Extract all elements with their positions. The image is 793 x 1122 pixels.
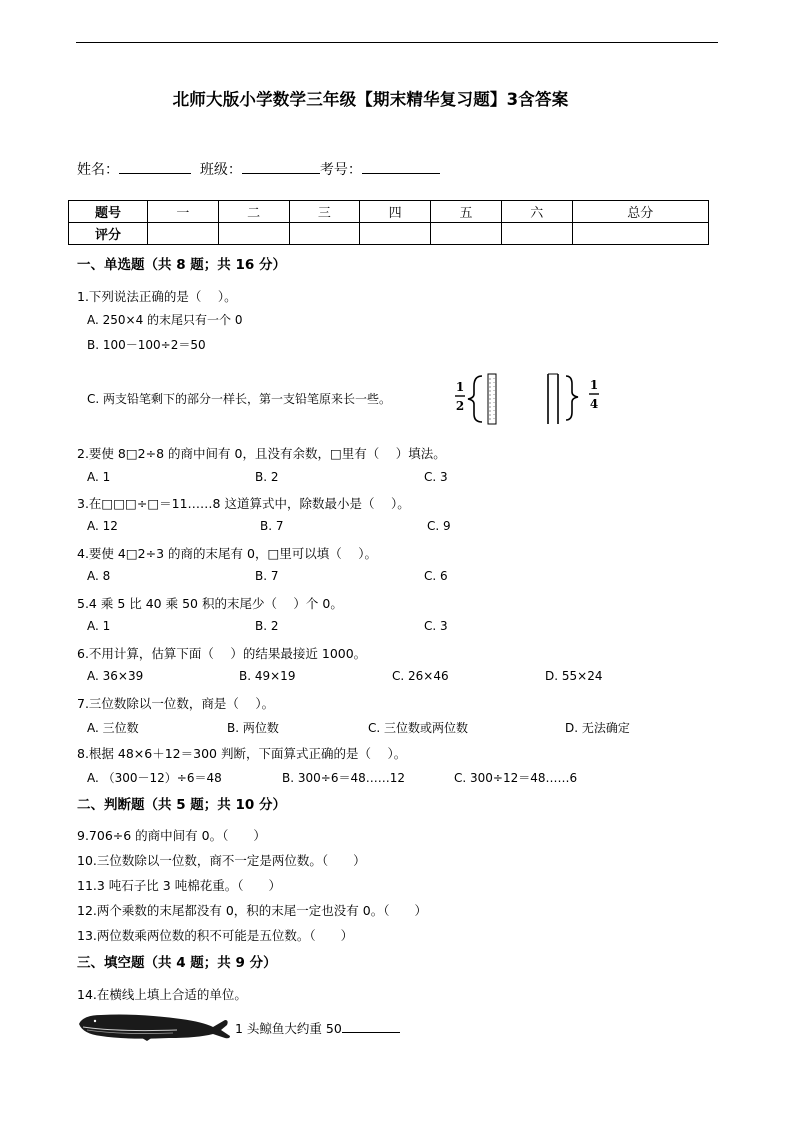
score-cell[interactable] xyxy=(431,223,502,245)
score-table xyxy=(68,200,709,245)
question-7-option-d[interactable]: D. 无法确定 xyxy=(565,721,630,735)
fraction-right-denominator: 4 xyxy=(589,397,599,411)
score-cell[interactable] xyxy=(289,223,360,245)
question-2-stem: 2.要使 8□2÷8 的商中间有 0，且没有余数，□里有（ ）填法。 xyxy=(77,446,446,461)
name-label: 姓名： xyxy=(77,162,119,178)
score-cell[interactable] xyxy=(501,223,572,245)
score-cell[interactable] xyxy=(572,223,708,245)
score-header-cell: 三 xyxy=(289,201,360,223)
question-5-option-a[interactable]: A. 1 xyxy=(87,619,111,633)
score-cell[interactable] xyxy=(148,223,219,245)
score-cell[interactable] xyxy=(218,223,289,245)
question-1-option-c[interactable]: C. 两支铅笔剩下的部分一样长，第一支铅笔原来长一些。 xyxy=(87,392,392,406)
question-11[interactable]: 11.3 吨石子比 3 吨棉花重。（ ） xyxy=(77,878,281,893)
score-header-cell: 二 xyxy=(218,201,289,223)
question-8-option-c[interactable]: C. 300÷12＝48……6 xyxy=(454,771,578,785)
question-1-option-a[interactable]: A. 250×4 的末尾只有一个 0 xyxy=(87,313,243,327)
question-14-stem: 14.在横线上填上合适的单位。 xyxy=(77,987,247,1002)
question-5-option-b[interactable]: B. 2 xyxy=(255,619,279,633)
exam-number-blank[interactable] xyxy=(362,158,440,174)
question-8-option-a[interactable]: A. （300－12）÷6＝48 xyxy=(87,771,222,785)
question-10[interactable]: 10.三位数除以一位数，商不一定是两位数。（ ） xyxy=(77,853,366,868)
question-3-option-a[interactable]: A. 12 xyxy=(87,519,118,533)
section-heading-fill-in: 三、填空题（共 4 题；共 9 分） xyxy=(77,955,277,971)
question-3-stem: 3.在□□□÷□＝11……8 这道算式中，除数最小是（ ）。 xyxy=(77,496,410,511)
class-label: 班级： xyxy=(199,162,242,178)
section-heading-true-false: 二、判断题（共 5 题；共 10 分） xyxy=(77,797,286,813)
page-title: 北师大版小学数学三年级【期末精华复习题】3含答案 xyxy=(172,90,569,109)
question-6-option-b[interactable]: B. 49×19 xyxy=(239,669,296,683)
question-4-option-c[interactable]: C. 6 xyxy=(424,569,448,583)
question-7-option-a[interactable]: A. 三位数 xyxy=(87,721,139,735)
first-pencil xyxy=(488,374,496,424)
question-8-option-b[interactable]: B. 300÷6＝48……12 xyxy=(282,771,405,785)
question-4-option-b[interactable]: B. 7 xyxy=(255,569,279,583)
fraction-right-numerator: 1 xyxy=(589,378,599,392)
score-row-label: 评分 xyxy=(69,223,148,245)
right-brace-icon xyxy=(566,376,578,420)
score-header-cell: 题号 xyxy=(69,201,148,223)
left-brace-icon xyxy=(468,376,482,422)
question-6-option-c[interactable]: C. 26×46 xyxy=(392,669,449,683)
score-table-score-row xyxy=(69,223,709,245)
fraction-left-numerator: 1 xyxy=(455,380,465,394)
score-table-header-row xyxy=(69,201,709,223)
question-14-text: 1 头鲸鱼大约重 50 xyxy=(235,1021,342,1036)
question-2-option-a[interactable]: A. 1 xyxy=(87,470,111,484)
question-14-answer-blank[interactable] xyxy=(342,1019,400,1033)
question-2-option-b[interactable]: B. 2 xyxy=(255,470,279,484)
question-7-option-b[interactable]: B. 两位数 xyxy=(227,721,279,735)
section-heading-single-choice: 一、单选题（共 8 题；共 16 分） xyxy=(77,257,286,273)
question-5-stem: 5.4 乘 5 比 40 乘 50 积的末尾少（ ）个 0。 xyxy=(77,596,343,611)
class-blank[interactable] xyxy=(242,158,320,174)
score-header-cell: 一 xyxy=(148,201,219,223)
student-info-line xyxy=(77,158,440,179)
pencils-illustration xyxy=(452,372,612,428)
question-3-option-c[interactable]: C. 9 xyxy=(427,519,451,533)
question-5-option-c[interactable]: C. 3 xyxy=(424,619,448,633)
question-12[interactable]: 12.两个乘数的末尾都没有 0，积的末尾一定也没有 0。（ ） xyxy=(77,903,427,918)
exam-number-label: 考号： xyxy=(319,162,362,178)
question-7-option-c[interactable]: C. 三位数或两位数 xyxy=(368,721,469,735)
score-header-cell: 四 xyxy=(360,201,431,223)
name-blank[interactable] xyxy=(119,158,191,174)
fraction-left-denominator: 2 xyxy=(455,399,465,413)
question-2-option-c[interactable]: C. 3 xyxy=(424,470,448,484)
question-7-stem: 7.三位数除以一位数，商是（ ）。 xyxy=(77,696,275,711)
score-header-cell: 总分 xyxy=(572,201,708,223)
question-6-option-d[interactable]: D. 55×24 xyxy=(545,669,603,683)
question-14-item xyxy=(235,1019,400,1037)
question-4-option-a[interactable]: A. 8 xyxy=(87,569,111,583)
whale-illustration xyxy=(77,1008,233,1042)
question-1-stem: 1.下列说法正确的是（ ）。 xyxy=(77,289,237,304)
question-4-stem: 4.要使 4□2÷3 的商的末尾有 0，□里可以填（ ）。 xyxy=(77,546,377,561)
question-8-stem: 8.根据 48×6＋12＝300 判断，下面算式正确的是（ ）。 xyxy=(77,746,407,761)
question-13[interactable]: 13.两位数乘两位数的积不可能是五位数。（ ） xyxy=(77,928,354,943)
score-cell[interactable] xyxy=(360,223,431,245)
question-6-stem: 6.不用计算，估算下面（ ）的结果最接近 1000。 xyxy=(77,646,367,661)
score-header-cell: 五 xyxy=(431,201,502,223)
header-rule xyxy=(76,42,718,43)
question-6-option-a[interactable]: A. 36×39 xyxy=(87,669,144,683)
score-header-cell: 六 xyxy=(501,201,572,223)
question-9[interactable]: 9.706÷6 的商中间有 0。（ ） xyxy=(77,828,266,843)
question-3-option-b[interactable]: B. 7 xyxy=(260,519,284,533)
question-1-option-b[interactable]: B. 100－100÷2＝50 xyxy=(87,338,206,352)
